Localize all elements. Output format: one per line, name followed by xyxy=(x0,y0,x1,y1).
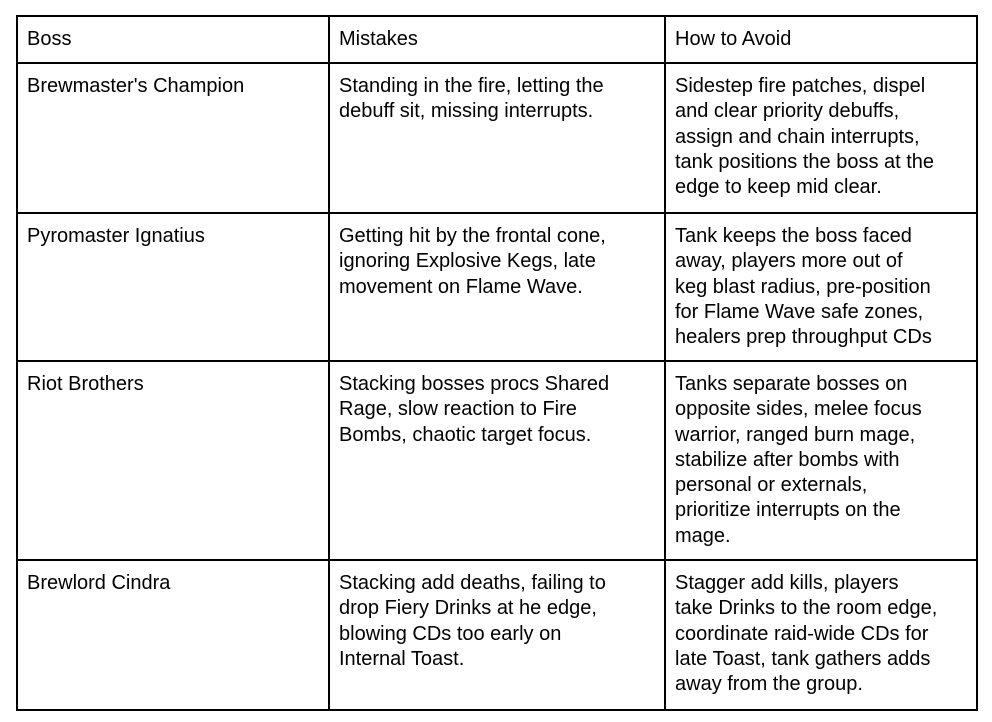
boss-name-cell: Brewmaster's Champion xyxy=(17,63,329,213)
text-line: personal or externals, xyxy=(675,474,868,497)
text-line: prioritize interrupts on the xyxy=(675,499,901,522)
text-line: Internal Toast. xyxy=(339,647,465,670)
text-line: opposite sides, melee focus xyxy=(675,398,922,421)
text-line: and clear priority debuffs, xyxy=(675,100,900,123)
header-how-to-avoid: How to Avoid xyxy=(665,16,977,63)
text-line: movement on Flame Wave. xyxy=(339,275,583,298)
text-line: drop Fiery Drinks at he edge, xyxy=(339,597,597,620)
header-mistakes: Mistakes xyxy=(329,16,665,63)
boss-name-cell: Pyromaster Ignatius xyxy=(17,213,329,361)
text-line: Tank keeps the boss faced xyxy=(675,225,912,247)
text-line: Getting hit by the frontal cone, xyxy=(339,225,606,247)
text-line: Standing in the fire, letting the xyxy=(339,75,604,97)
table-row xyxy=(17,361,977,560)
text-line: away, players more out of xyxy=(675,250,903,273)
how-to-avoid-cell xyxy=(665,560,977,710)
text-line: ignoring Explosive Kegs, late xyxy=(339,250,596,273)
text-line: edge to keep mid clear. xyxy=(675,176,882,199)
text-line: stabilize after bombs with xyxy=(675,448,900,471)
mistakes-cell xyxy=(329,361,665,560)
how-to-avoid-cell xyxy=(665,63,977,213)
text-line: warrior, ranged burn mage, xyxy=(675,423,916,446)
text-line: coordinate raid-wide CDs for xyxy=(675,622,929,645)
text-line: Rage, slow reaction to Fire xyxy=(339,398,577,421)
text-line: mage. xyxy=(675,524,731,547)
text-line: tank positions the boss at the xyxy=(675,150,935,173)
how-to-avoid-cell xyxy=(665,213,977,361)
text-line: away from the group. xyxy=(675,673,863,696)
boss-strategy-table xyxy=(16,15,978,711)
table-row xyxy=(17,63,977,213)
header-boss: Boss xyxy=(17,16,329,63)
text-line: keg blast radius, pre-position xyxy=(675,275,931,298)
boss-name-cell: Riot Brothers xyxy=(17,361,329,560)
text-line: Stacking add deaths, failing to xyxy=(339,572,606,594)
mistakes-cell xyxy=(329,63,665,213)
table-row xyxy=(17,560,977,710)
mistakes-cell xyxy=(329,213,665,361)
table-header-row xyxy=(17,16,977,63)
text-line: healers prep throughput CDs xyxy=(675,326,932,349)
text-line: for Flame Wave safe zones, xyxy=(675,300,924,323)
text-line: late Toast, tank gathers adds xyxy=(675,647,931,670)
text-line: take Drinks to the room edge, xyxy=(675,597,938,620)
boss-name-cell: Brewlord Cindra xyxy=(17,560,329,710)
how-to-avoid-cell xyxy=(665,361,977,560)
text-line: Tanks separate bosses on xyxy=(675,373,908,395)
text-line: debuff sit, missing interrupts. xyxy=(339,100,594,123)
text-line: Stagger add kills, players xyxy=(675,572,899,594)
text-line: blowing CDs too early on xyxy=(339,622,562,645)
mistakes-cell xyxy=(329,560,665,710)
table-row xyxy=(17,213,977,361)
text-line: Sidestep fire patches, dispel xyxy=(675,75,926,97)
text-line: assign and chain interrupts, xyxy=(675,125,920,148)
text-line: Stacking bosses procs Shared xyxy=(339,373,610,395)
text-line: Bombs, chaotic target focus. xyxy=(339,423,592,446)
